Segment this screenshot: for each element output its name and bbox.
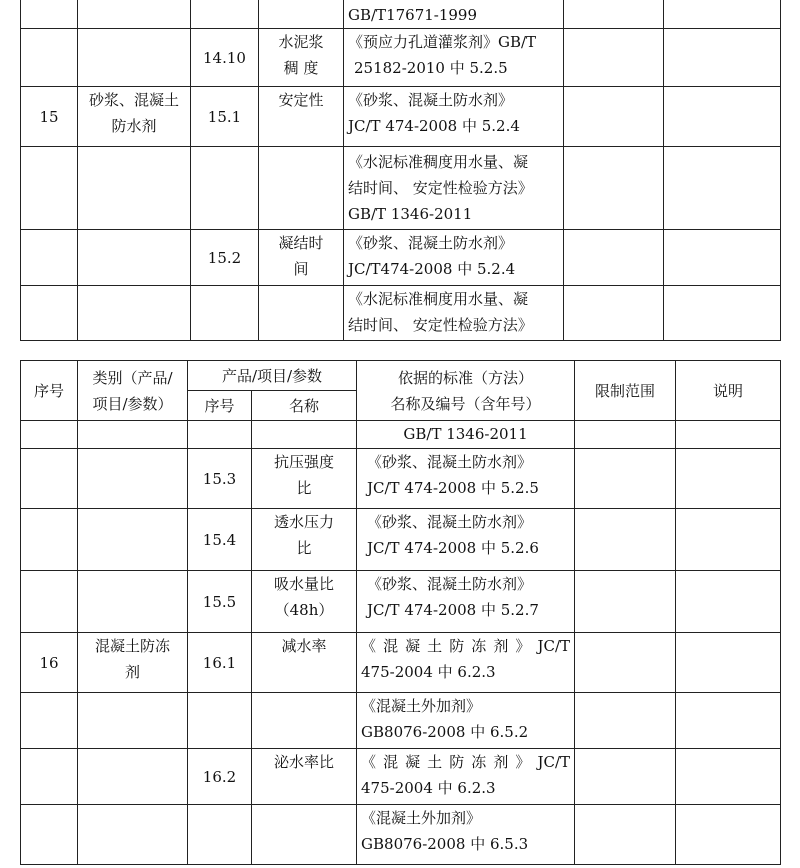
header-standard-line: 依据的标准（方法） [398, 368, 534, 387]
row-standard-cell [357, 693, 575, 749]
row-no-cell [21, 805, 78, 865]
table-row [21, 633, 781, 693]
standard-line: GB8076-2008 中 6.5.3 [361, 835, 529, 853]
row-limit-cell [564, 286, 664, 341]
row-category-cell [78, 693, 188, 749]
name-line: 水泥浆 [278, 33, 324, 51]
row-standard-cell [357, 805, 575, 865]
row-name-cell [259, 0, 344, 29]
row-category-cell [78, 29, 191, 87]
row-item-no-cell: 15.1 [191, 87, 259, 147]
row-item-no-cell [191, 286, 259, 341]
row-standard-cell [344, 87, 564, 147]
row-no-cell [21, 693, 78, 749]
row-standard-cell [357, 633, 575, 693]
standard-line: 《砂浆、混凝土防水剂》 [367, 513, 533, 531]
row-limit-cell [575, 571, 676, 633]
standard-line: 《砂浆、混凝土防水剂》 [348, 91, 514, 109]
header-standard-line: 名称及编号（含年号） [390, 394, 541, 413]
row-name-cell [259, 230, 344, 286]
table-row [21, 29, 781, 87]
standard-line: 25182-2010 中 5.2.5 [354, 59, 508, 77]
standard-line: 《预应力孔道灌浆剂》GB/T [348, 33, 537, 51]
row-item-no-cell [191, 147, 259, 230]
row-name-cell [252, 693, 357, 749]
row-name-cell [252, 805, 357, 865]
row-no-cell: 16 [21, 633, 78, 693]
table-row [21, 693, 781, 749]
standard-line: 《混凝土防冻剂》JC/T [361, 637, 571, 655]
header-row [21, 361, 781, 391]
table-row [21, 509, 781, 571]
standard-line: 475-2004 中 6.2.3 [361, 663, 496, 681]
row-category-cell [78, 147, 191, 230]
row-standard-cell [357, 749, 575, 805]
row-limit-cell [575, 805, 676, 865]
standard-line: 475-2004 中 6.2.3 [361, 779, 496, 797]
row-note-cell [664, 87, 781, 147]
row-name-cell [259, 147, 344, 230]
row-name-cell [252, 749, 357, 805]
row-item-no-cell [188, 693, 252, 749]
row-standard-cell [357, 421, 575, 449]
row-item-no-cell [188, 421, 252, 449]
row-no-cell [21, 421, 78, 449]
row-category-cell [78, 509, 188, 571]
row-name-cell [252, 633, 357, 693]
row-note-cell [676, 449, 781, 509]
row-standard-cell [344, 147, 564, 230]
row-name-cell [252, 449, 357, 509]
table-row [21, 0, 781, 29]
row-limit-cell [564, 147, 664, 230]
standard-line: 结时间、 安定性检验方法》 [348, 179, 533, 197]
row-standard-cell [344, 29, 564, 87]
row-no-cell [21, 230, 78, 286]
table-row [21, 449, 781, 509]
name-line: 透水压力 [274, 513, 335, 531]
row-note-cell [676, 693, 781, 749]
row-limit-cell [575, 749, 676, 805]
standard-line: 《砂浆、混凝土防水剂》 [367, 575, 533, 593]
row-item-no-cell: 15.2 [191, 230, 259, 286]
row-item-no-cell: 15.3 [188, 449, 252, 509]
row-category-cell [78, 286, 191, 341]
row-note-cell [664, 29, 781, 87]
standard-line: JC/T 474-2008 中 5.2.6 [367, 539, 539, 557]
row-no-cell [21, 749, 78, 805]
row-item-no-cell: 15.5 [188, 571, 252, 633]
row-standard-cell [357, 449, 575, 509]
standard-line: GB/T 1346-2011 [403, 425, 528, 443]
row-no-cell [21, 147, 78, 230]
standards-table-bottom [20, 360, 781, 865]
row-no-cell [21, 0, 78, 29]
header-sub-no: 序号 [188, 391, 252, 421]
row-item-no-cell [191, 0, 259, 29]
row-note-cell [664, 147, 781, 230]
name-line: 稠 度 [283, 59, 319, 77]
standard-line: JC/T474-2008 中 5.2.4 [348, 260, 516, 278]
row-name-cell [259, 286, 344, 341]
row-note-cell [676, 805, 781, 865]
header-note: 说明 [676, 361, 781, 421]
row-category-cell [78, 449, 188, 509]
row-limit-cell [575, 693, 676, 749]
row-standard-cell [344, 230, 564, 286]
standard-line: JC/T 474-2008 中 5.2.7 [367, 601, 539, 619]
row-item-no-cell: 14.10 [191, 29, 259, 87]
header-standard [357, 361, 575, 421]
row-name-cell [259, 29, 344, 87]
standard-line: 《水泥标准稠度用水量、凝 [348, 153, 529, 171]
table-row [21, 87, 781, 147]
standard-line: 《砂浆、混凝土防水剂》 [367, 453, 533, 471]
standard-line: JC/T 474-2008 中 5.2.4 [348, 117, 520, 135]
name-line: 比 [296, 479, 312, 497]
table-row [21, 230, 781, 286]
standard-line: 《混凝土防冻剂》JC/T [361, 753, 571, 771]
row-category-cell [78, 633, 188, 693]
row-note-cell [676, 509, 781, 571]
row-standard-cell [357, 509, 575, 571]
row-no-cell: 15 [21, 87, 78, 147]
row-standard-cell [344, 0, 564, 29]
row-no-cell [21, 286, 78, 341]
row-name-cell [252, 571, 357, 633]
header-group: 产品/项目/参数 [188, 361, 357, 391]
row-standard-cell [357, 571, 575, 633]
row-no-cell [21, 29, 78, 87]
row-limit-cell [575, 633, 676, 693]
row-name-cell [252, 421, 357, 449]
row-limit-cell [575, 509, 676, 571]
row-note-cell [664, 230, 781, 286]
row-note-cell [676, 571, 781, 633]
row-category-cell [78, 571, 188, 633]
row-name-cell [259, 87, 344, 147]
name-line: 泌水率比 [274, 753, 335, 771]
header-limit: 限制范围 [575, 361, 676, 421]
row-note-cell [664, 0, 781, 29]
standard-line: 《砂浆、混凝土防水剂》 [348, 234, 514, 252]
row-standard-cell [344, 286, 564, 341]
row-note-cell [676, 633, 781, 693]
name-line: 吸水量比 [274, 575, 335, 593]
row-item-no-cell [188, 805, 252, 865]
row-item-no-cell: 15.4 [188, 509, 252, 571]
row-category-cell [78, 0, 191, 29]
name-line: 减水率 [281, 637, 327, 655]
standard-line: GB/T 1346-2011 [348, 205, 473, 223]
table-row [21, 749, 781, 805]
row-no-cell [21, 571, 78, 633]
row-category-cell [78, 230, 191, 286]
header-sub-name: 名称 [252, 391, 357, 421]
row-limit-cell [564, 87, 664, 147]
row-limit-cell [575, 449, 676, 509]
table-row [21, 571, 781, 633]
name-line: （48h） [274, 601, 334, 619]
header-no: 序号 [21, 361, 78, 421]
name-line: 安定性 [278, 91, 324, 109]
standard-line: 结时间、 安定性检验方法》 [348, 316, 533, 334]
row-no-cell [21, 509, 78, 571]
standard-line: 《水泥标准桐度用水量、凝 [348, 290, 529, 308]
row-category-cell [78, 805, 188, 865]
header-category-line: 类别（产品/ [92, 368, 173, 387]
category-line: 防水剂 [111, 117, 157, 135]
row-category-cell [78, 87, 191, 147]
standards-table-top [20, 0, 781, 341]
category-line: 剂 [124, 663, 140, 681]
row-name-cell [252, 509, 357, 571]
row-limit-cell [564, 0, 664, 29]
row-limit-cell [564, 29, 664, 87]
name-line: 间 [293, 260, 309, 278]
name-line: 凝结时 [278, 234, 324, 252]
standard-line: GB/T17671-1999 [348, 6, 478, 24]
table-row [21, 421, 781, 449]
row-limit-cell [564, 230, 664, 286]
row-category-cell [78, 749, 188, 805]
standard-line: 《混凝土外加剂》 [361, 809, 482, 827]
category-line: 砂浆、混凝土 [88, 91, 179, 109]
name-line: 抗压强度 [274, 453, 335, 471]
row-item-no-cell: 16.1 [188, 633, 252, 693]
header-category [78, 361, 188, 421]
table-row [21, 805, 781, 865]
standard-line: GB8076-2008 中 6.5.2 [361, 723, 529, 741]
row-category-cell [78, 421, 188, 449]
row-note-cell [664, 286, 781, 341]
row-note-cell [676, 421, 781, 449]
row-item-no-cell: 16.2 [188, 749, 252, 805]
header-category-line: 项目/参数） [92, 394, 173, 413]
name-line: 比 [296, 539, 312, 557]
table-row [21, 286, 781, 341]
row-limit-cell [575, 421, 676, 449]
table-row [21, 147, 781, 230]
category-line: 混凝土防冻 [94, 637, 170, 655]
row-no-cell [21, 449, 78, 509]
standard-line: 《混凝土外加剂》 [361, 697, 482, 715]
standard-line: JC/T 474-2008 中 5.2.5 [367, 479, 539, 497]
row-note-cell [676, 749, 781, 805]
